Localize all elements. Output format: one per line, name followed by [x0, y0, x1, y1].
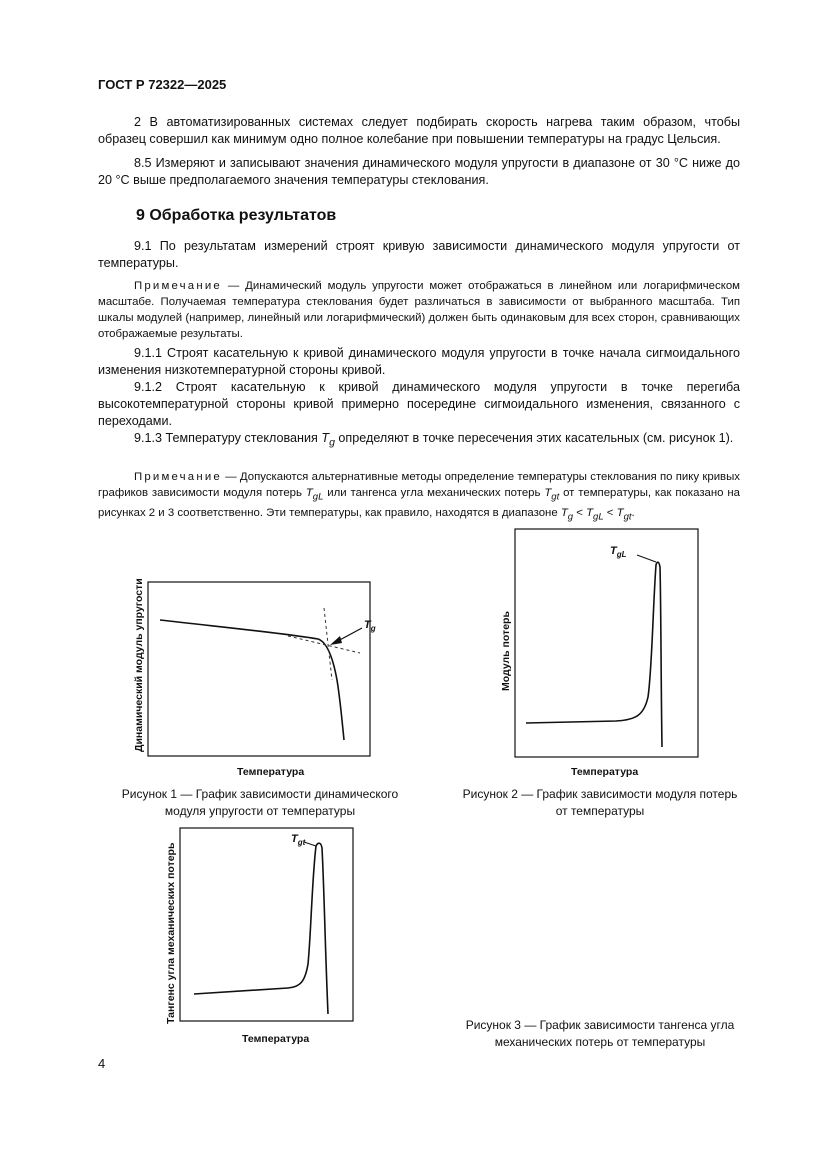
figure-1-caption: Рисунок 1 — График зависимости динамического модуля упругости от температуры: [121, 787, 399, 818]
figure-3-xlabel: Температура: [242, 1033, 310, 1045]
figure-1-arrow-head: [330, 636, 342, 645]
note-2-paragraph: 2 В автоматизированных системах следует подбирать скорость нагрева таким образом, чтобы образец совершил как минимум одно полное колебание при повышении температуры на градус Цельсия.: [98, 115, 740, 146]
figure-3-tan-delta-curve: [194, 843, 328, 1014]
note-2-label: Примечание: [134, 471, 222, 483]
figure-3-label-leader: [304, 842, 316, 846]
figure-2-label-leader: [637, 555, 656, 562]
paragraph-9-1-2: 9.1.2 Строят касательную к кривой динамического модуля упругости в точке перегиба высокотемпературной стороны кривой примерно посередине сигмоидального изменения, связанного с переходами.: [98, 380, 740, 428]
figure-2-caption: Рисунок 2 — График зависимости модуля потерь от температуры: [462, 787, 738, 818]
section-title: 9 Обработка результатов: [136, 207, 337, 224]
figure-1-xlabel: Температура: [237, 766, 305, 778]
figure-2-loss-modulus-curve: [526, 562, 662, 747]
page-number: 4: [98, 1056, 106, 1071]
figure-1-frame: [148, 582, 370, 756]
figure-3: [158, 824, 358, 1049]
figure-3-tgt-label: $T_{gt}$: [291, 833, 306, 847]
note-1: Примечание — Динамический модуль упругости может отображаться в линейном или логарифмическом масштабе. Получаемая температура стеклования будет различаться в зависимости от выбранного масштаба. Тип шкалы модулей (например, линейный или логарифмический) должен быть одинаковым для всех сторон, сравнивающих отображаемые результаты.: [98, 280, 740, 340]
figure-1-modulus-curve: [160, 620, 344, 740]
figure-1: [120, 570, 380, 780]
paragraph-9-1: 9.1 По результатам измерений строят кривую зависимости динамического модуля упругости от температуры.: [98, 239, 740, 270]
note-2: Примечание — Допускаются альтернативные методы определение температуры стеклования по пику кривых графиков зависимости модуля потерь $T_{gL}$ или тангенса угла механических потерь $T_{gt}$ от температуры, как показано на рисунках 2 и 3 соответственно. Эти температуры, как правило, находятся в диапазоне $T_g < T_{gL} < T_{gt}$.: [98, 471, 741, 523]
figure-2: [496, 525, 706, 780]
figure-1-ylabel: Динамический модуль упругости: [133, 578, 145, 752]
figure-3-caption: Рисунок 3 — График зависимости тангенса угла механических потерь от температуры: [465, 1018, 735, 1049]
figure-3-ylabel: Тангенс угла механических потерь: [165, 842, 177, 1024]
figure-1-tangent-low: [288, 636, 360, 653]
figure-2-tgl-label: $T_{gL}$: [610, 545, 627, 559]
paragraph-8-5: 8.5 Измеряют и записывают значения динамического модуля упругости в диапазоне от 30 °C ниже до 20 °C выше предполагаемого значения температуры стеклования.: [98, 156, 740, 187]
paragraph-9-1-1: 9.1.1 Строят касательную к кривой динамического модуля упругости в точке начала сигмоидального изменения низкотемпературной стороны кривой.: [98, 346, 740, 377]
paragraph-9-1-3: 9.1.3 Температуру стеклования $T_g$ определяют в точке пересечения этих касательных (см. рисунок 1).: [134, 431, 734, 449]
figure-2-xlabel: Температура: [571, 766, 639, 778]
document-id: ГОСТ Р 72322—2025: [98, 77, 227, 92]
figure-1-tg-label: $T_g$: [364, 619, 376, 633]
figure-2-ylabel: Модуль потерь: [500, 611, 512, 691]
note-1-label: Примечание: [134, 280, 222, 292]
